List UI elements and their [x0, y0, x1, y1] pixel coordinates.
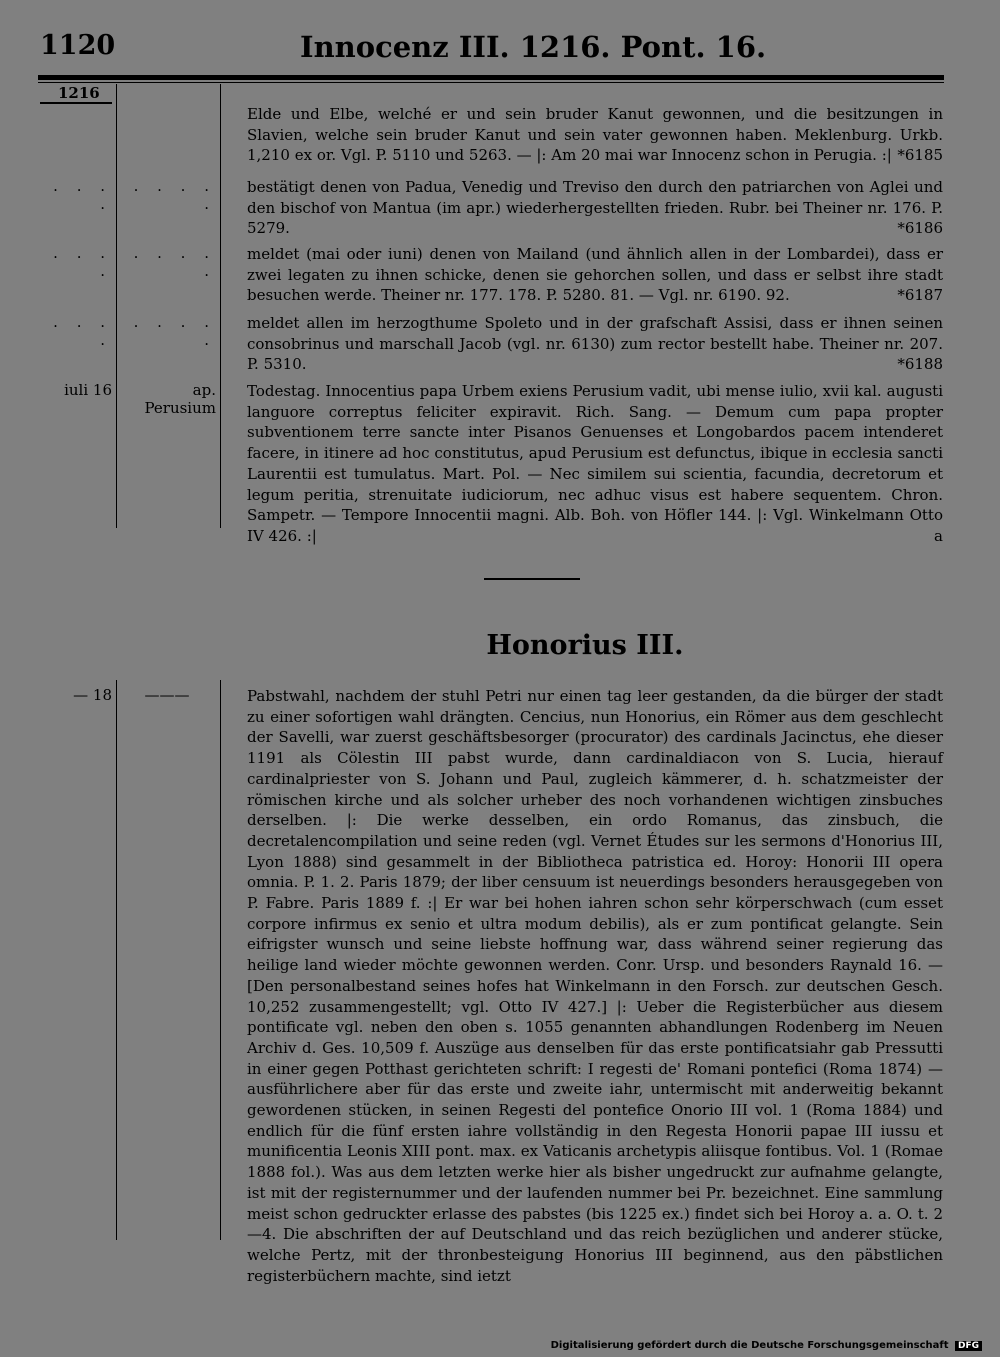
entry-place: ———	[144, 686, 190, 704]
section-rule	[484, 578, 580, 580]
header-rule	[38, 75, 944, 80]
footer-credit	[551, 1340, 982, 1351]
header-rule-thin	[38, 82, 944, 83]
entry-text: Elde und Elbe, welché er und sein bruder Kanut gewonnen, und die besitzungen in Slavien, welche sein bruder Kanut und sein vater gewonnen haben. Meklenburg. Urkb. 1,210 ex or. Vgl. P. 5110 und 5263. — |: Am 20 mai war Innocenz schon in Perugia. :|	[247, 105, 943, 165]
entry-number: *6186	[897, 219, 943, 238]
entry-place: ap. Perusium	[144, 381, 216, 417]
entry-text: Pabstwahl, nachdem der stuhl Petri nur einen tag leer gestanden, da die bürger der stadt zu einer sofortigen wahl drängten. Cencius, nun Honorius, ein Römer aus dem geschlecht der Savelli, war zuerst geschäftsbesorger (procurator) des cardinals Jacinctus, ehe dieser 1191 als Cölestin III pabst wurde, dann cardinaldiacon von S. Lucia, hierauf cardinalpriester von S. Johann und Paul, zugleich kämmerer, d. h. schatzmeister der römischen kirche und als solcher urheber des noch vorhandenen wichtigen zinsbuches derselben. |: Die werke desselben, ein ordo Romanus, das zinsbuch, die decretalencompilation und seine reden (vgl. Vernet Études sur les sermons d'Honorius III, Lyon 1888) sind gesammelt in der Bibliotheca patristica ed. Horoy: Honorii III opera omnia. P. 1. 2. Paris 1879; der liber censuum ist neuerdings besonders herausgegeben von P. Fabre. Paris 1889 f. :| Er war bei hohen iahren schon sehr körperschwach (cum esset corpore infirmus ex senio et ultra modum debilis), als er zum pontificat gelangte. Sein eifrigster wunsch und seine liebste hoffnung war, dass während seiner regierung das heilige land wieder möchte gewonnen werden. Conr. Ursp. und besonders Raynald 16. — [Den personalbestand seines hofes hat Winkelmann in den Forsch. zur deutschen Gesch. 10,252 zusammengestellt; vgl. Otto IV 427.] |: Ueber die Registerbücher aus diesem pontificate vgl. neben den oben s. 1055 genannten abhandlungen Rodenberg im Neuen Archiv d. Ges. 10,509 f. Auszüge aus denselben für das erste pontificatsiahr gab Pressutti in einer gegen Potthast gerichteten schrift: I regesti de' Romani pontefici (Roma 1874) — ausführlichere aber für das erste und zweite iahr, untermischt mit anderweitig bekannt gewordenen stücken, in seinen Regesti del pontefice Onorio III vol. 1 (Roma 1884) und endlich für die fünf ersten iahre vollständig in den Regesta Honorii papae III iussu et munificentia Leonis XIII pont. max. ex Vaticanis archetypis aliisque fontibus. Vol. 1 (Romae 1888 fol.). Was aus dem letzten werke hier als bisher ungedruckt zur aufnahme gelangte, ist mit der registernummer und der laufenden nummer bei Pr. bezeichnet. Eine sammlung meist schon gedruckter erlasse des pabstes (bis 1225 ex.) findet sich bei Horoy a. a. O. t. 2—4. Die abschriften der auf Deutschland und das reich bezüglichen und anderer stücke, welche Pertz, mit der thronbesteigung Honorius III beginnend, aus den päbstlichen registerbüchern machte, sind ietzt	[247, 687, 943, 1285]
running-header-title: Innocenz III. 1216. Pont. 16.	[300, 30, 767, 64]
column-divider-place	[220, 84, 221, 528]
section-title: Honorius III.	[486, 630, 684, 661]
regest-entry	[247, 104, 943, 166]
column-divider-date	[116, 680, 117, 1240]
entry-text: bestätigt denen von Padua, Venedig und Treviso den durch den patriarchen von Aglei und den bischof von Mantua (im apr.) wiederhergestellten frieden. Rubr. bei Theiner nr. 176. P. 5279.	[247, 178, 943, 238]
entry-date: . . . .	[53, 313, 112, 349]
entry-place: . . . . .	[133, 177, 216, 213]
column-divider-place	[220, 680, 221, 1240]
entry-date: . . . .	[53, 244, 112, 280]
entry-date: . . . .	[53, 177, 112, 213]
column-divider-date	[116, 84, 117, 528]
year-column-label: 1216	[58, 84, 100, 102]
entry-text: Todestag. Innocentius papa Urbem exiens Perusium vadit, ubi mense iulio, xvii kal. augusti languore correptus feliciter expiravit. Rich. Sang. — Demum cum papa propter subventionem terre sancte inter Pisanos Genuenses et Longobardos pacem intenderet facere, in itinere ad hoc constitutus, apud Perusium est defunctus, ibique in ecclesia sancti Laurentii est tumulatus. Mart. Pol. — Nec similem sui scientia, facundia, decretorum et legum peritia, strenuitate iudiciorum, nec adhuc visus est habere sequentem. Chron. Sampetr. — Tempore Innocentii magni. Alb. Boh. von Höfler 144. |: Vgl. Winkelmann Otto IV 426. :|	[247, 382, 943, 545]
regest-entry	[247, 244, 943, 306]
entry-date: iuli 16	[64, 381, 112, 399]
regest-entry-honorius	[247, 686, 943, 1286]
entry-number: *6188	[897, 355, 943, 374]
entry-number: a	[934, 526, 943, 545]
entry-date: — 18	[73, 686, 112, 704]
entry-place: . . . . .	[133, 313, 216, 349]
entry-text: meldet allen im herzogthume Spoleto und in der grafschaft Assisi, dass er ihnen seinen consobrinus und marschall Jacob (vgl. nr. 6130) zum rector bestellt habe. Theiner nr. 207. P. 5310.	[247, 314, 943, 374]
dfg-logo: DFG	[955, 1341, 982, 1351]
regest-entry	[247, 313, 943, 375]
regest-entry	[247, 177, 943, 239]
entry-place: . . . . .	[133, 244, 216, 280]
year-rule	[40, 102, 112, 104]
regest-entry	[247, 381, 943, 547]
entry-number: *6187	[897, 286, 943, 305]
entry-text: meldet (mai oder iuni) denen von Mailand (und ähnlich allen in der Lombardei), dass er zwei legaten zu ihnen schicke, denen sie gehorchen sollen, und dass er selbst ihre stadt besuchen werde. Theiner nr. 177. 178. P. 5280. 81. — Vgl. nr. 6190. 92.	[247, 245, 943, 305]
page-number: 1120	[40, 30, 116, 61]
footer-text: Digitalisierung gefördert durch die Deutsche Forschungsgemeinschaft	[550, 1340, 949, 1351]
entry-number: *6185	[897, 146, 943, 165]
